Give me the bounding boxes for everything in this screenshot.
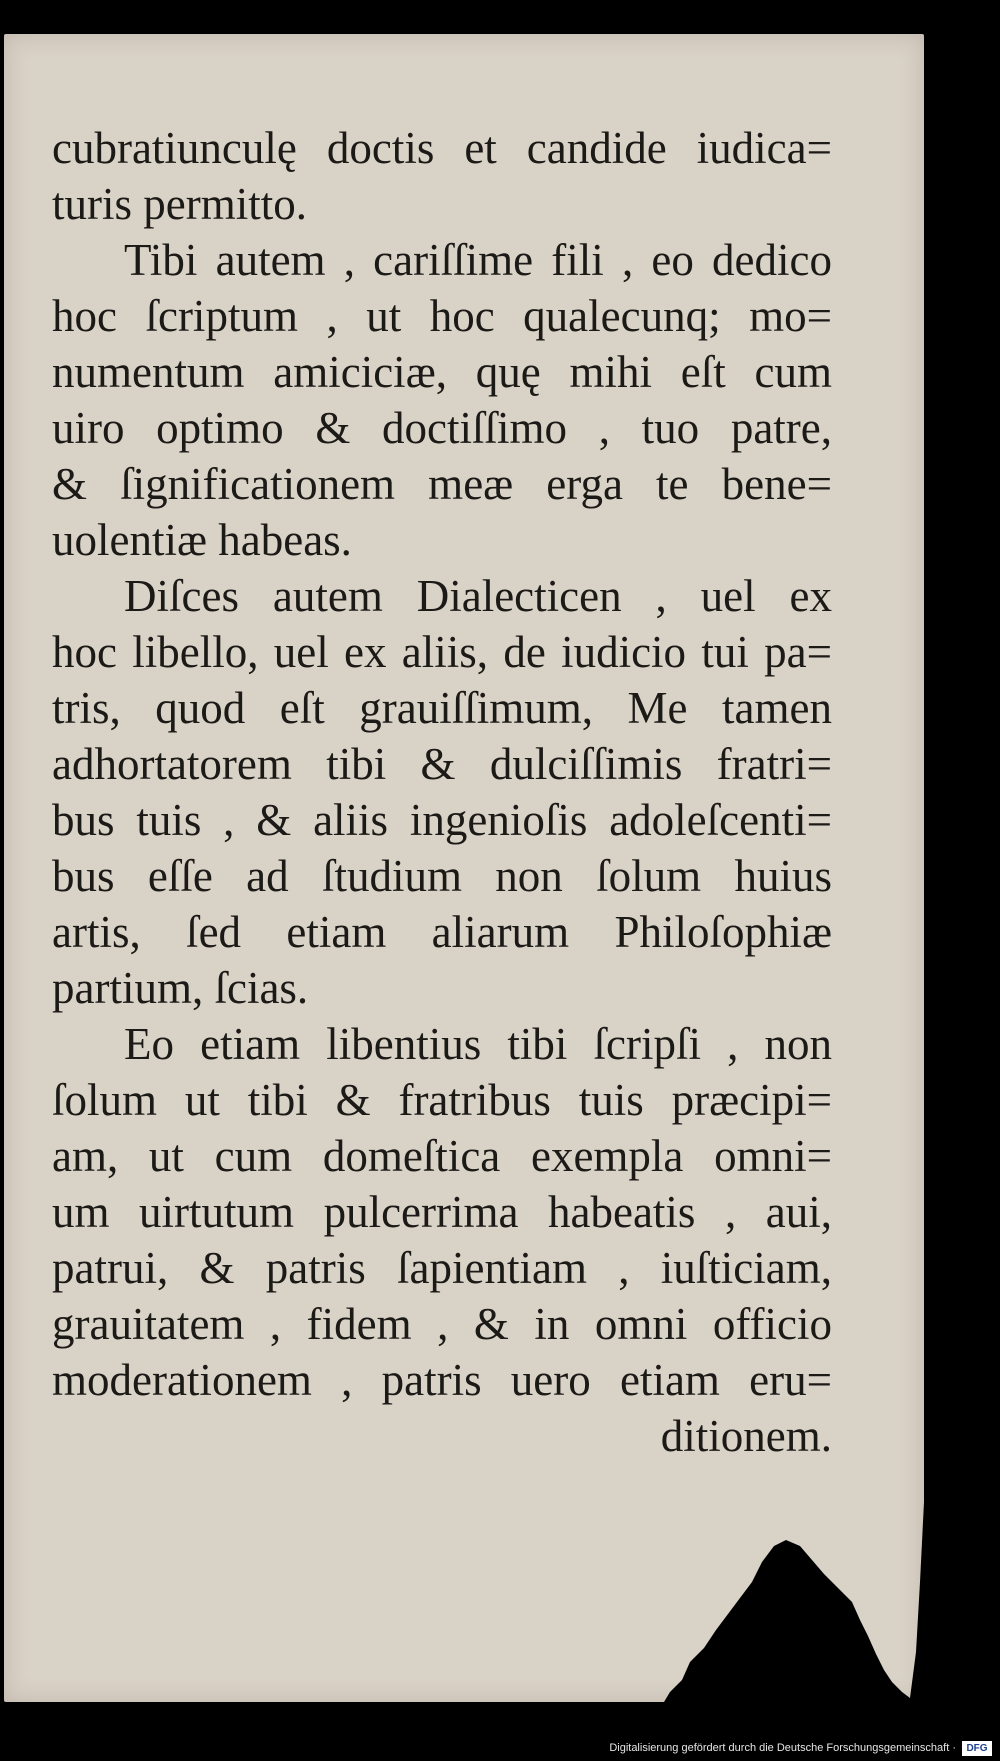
text-line: numentum amiciciæ, quę mihi eſt cum	[52, 347, 832, 397]
text-line: bus eſſe ad ſtudium non ſolum huius	[52, 851, 832, 901]
text-line: Tibi autem , cariſſime fili , eo dedico	[124, 235, 832, 285]
footer-bar	[0, 1738, 1000, 1761]
book-page	[4, 34, 924, 1702]
text-line: & ſignificationem meæ erga te bene=	[52, 459, 832, 509]
funding-credit: Digitalisierung gefördert durch die Deutsche Forschungsgemeinschaft ·	[609, 1742, 956, 1754]
dfg-logo: DFG	[962, 1741, 992, 1756]
catchword: ditionem.	[660, 1411, 832, 1461]
text-line: moderationem , patris uero etiam eru=	[52, 1355, 832, 1405]
text-line: adhortatorem tibi & dulciſſimis fratri=	[52, 739, 832, 789]
text-line: ſolum ut tibi & fratribus tuis præcipi=	[52, 1075, 832, 1125]
text-line: hoc ſcriptum , ut hoc qualecunq; mo=	[52, 291, 832, 341]
page-text	[52, 120, 832, 1464]
text-line: patrui, & patris ſapientiam , iuſticiam,	[52, 1243, 832, 1293]
text-line: grauitatem , fidem , & in omni officio	[52, 1299, 832, 1349]
text-line: um uirtutum pulcerrima habeatis , aui,	[52, 1187, 832, 1237]
text-line: bus tuis , & aliis ingenioſis adoleſcenti=	[52, 795, 832, 845]
text-line: cubratiunculę doctis et candide iudica=	[52, 123, 832, 173]
text-line: Diſces autem Dialecticen , uel ex	[124, 571, 832, 621]
text-line: am, ut cum domeſtica exempla omni=	[52, 1131, 832, 1181]
text-line: turis permitto.	[52, 179, 307, 229]
text-line: tris, quod eſt grauiſſimum, Me tamen	[52, 683, 832, 733]
text-line: uiro optimo & doctiſſimo , tuo patre,	[52, 403, 832, 453]
text-line: partium, ſcias.	[52, 963, 309, 1013]
text-line: hoc libello, uel ex aliis, de iudicio tui pa=	[52, 627, 832, 677]
text-line: uolentiæ habeas.	[52, 515, 352, 565]
text-line: Eo etiam libentius tibi ſcripſi , non	[124, 1019, 832, 1069]
text-line: artis, ſed etiam aliarum Philoſophiæ	[52, 907, 832, 957]
torn-corner	[624, 1502, 924, 1702]
